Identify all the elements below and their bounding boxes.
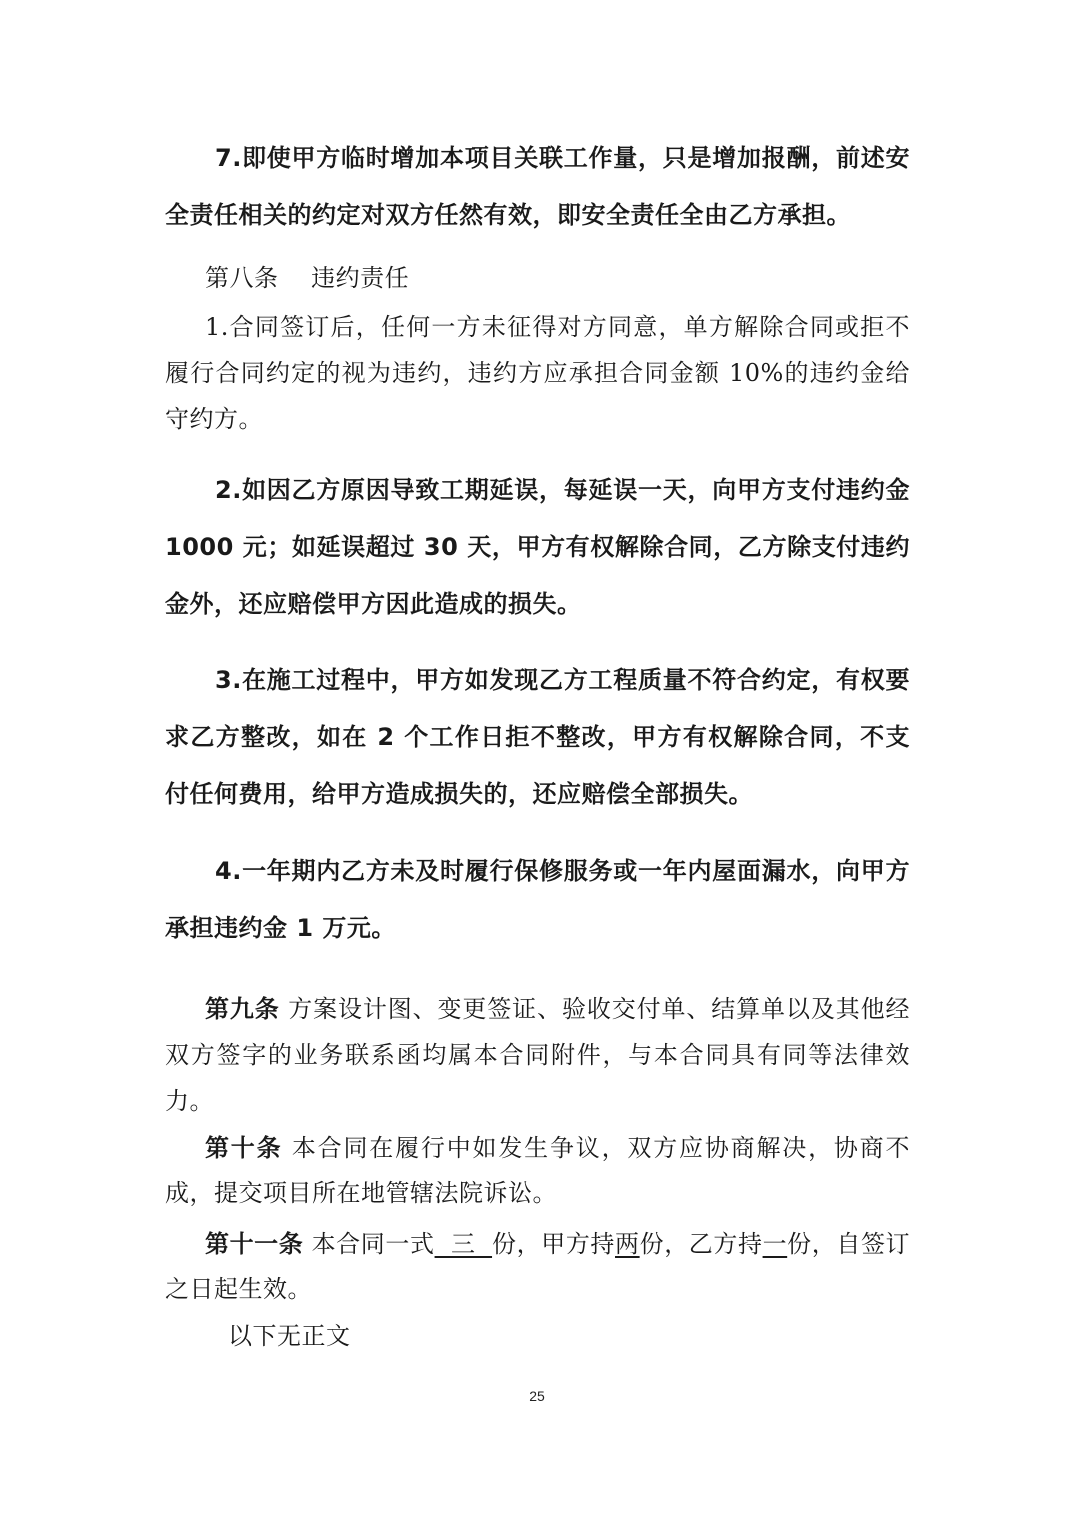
article-10-text: 本合同在履行中如发生争议，双方应协商解决，协商不成，提交项目所在地管辖法院诉讼。 [165,1134,910,1207]
article-10 [165,1126,910,1216]
article-9-text: 方案设计图、变更签证、验收交付单、结算单以及其他经双方签字的业务联系函均属本合同附件，与本合同具有同等法律效力。 [165,995,910,1115]
closing-note: 以下无正文 [228,1322,351,1350]
article-11-copies-total: 三 [434,1230,493,1258]
clause-7-item-7: 7.即使甲方临时增加本项目关联工作量，只是增加报酬，前述安全责任相关的约定对双方任然有效，即安全责任全由乙方承担。 [165,144,910,229]
article-8-item-2: 2.如因乙方原因导致工期延误，每延误一天，向甲方支付违约金1000 元；如延误超过 30 天，甲方有权解除合同，乙方除支付违约金外，还应赔偿甲方因此造成的损失。 [165,476,910,618]
article-8-item-3: 3.在施工过程中，甲方如发现乙方工程质量不符合约定，有权要求乙方整改，如在 2 个工作日拒不整改，甲方有权解除合同，不支付任何费用，给甲方造成损失的，还应赔偿全部损失。 [165,666,910,808]
article-8-heading: 第八条 违约责任 [205,264,410,292]
article-11-text-d: 份，自签订之日起生效。 [165,1230,911,1303]
page-number: 25 [529,1388,545,1404]
article-11-label: 第十一条 [205,1230,304,1258]
article-9 [165,986,910,1124]
article-8-item-1: 1.合同签订后，任何一方未征得对方同意，单方解除合同或拒不履行合同约定的视为违约，违约方应承担合同金额 10%的违约金给守约方。 [165,313,910,433]
article-11-text-c: 份，乙方持 [639,1230,763,1258]
article-11-text-b: 份，甲方持 [492,1230,616,1258]
article-11-text-a: 本合同一式 [303,1230,435,1258]
article-10-label: 第十条 [205,1134,283,1162]
article-9-label: 第九条 [205,995,280,1023]
article-11-copies-party-a: 两 [615,1230,640,1258]
article-11 [165,1222,910,1312]
article-11-copies-party-b: 一 [762,1230,788,1258]
article-8-item-4: 4.一年期内乙方未及时履行保修服务或一年内屋面漏水，向甲方承担违约金 1 万元。 [165,857,910,942]
